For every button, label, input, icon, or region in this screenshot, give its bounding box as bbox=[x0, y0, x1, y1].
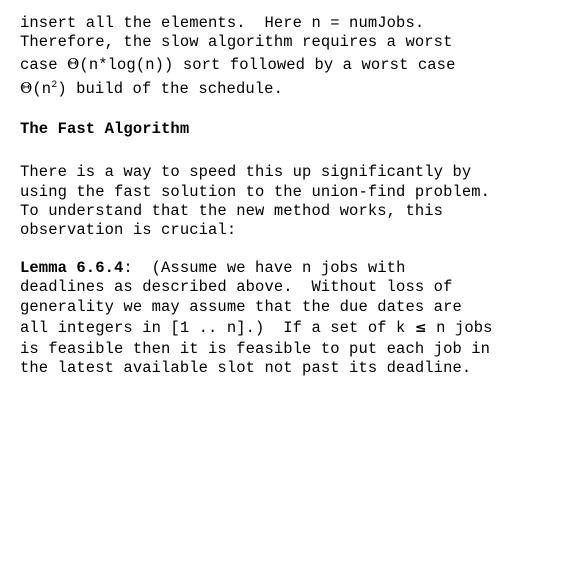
text-fragment: n jobs bbox=[426, 319, 493, 338]
text-fragment: case bbox=[20, 55, 68, 74]
text-line: Therefore, the slow algorithm requires a worst bbox=[20, 33, 453, 52]
text-line: using the fast solution to the union-find problem. bbox=[20, 182, 491, 201]
section-heading: The Fast Algorithm bbox=[20, 119, 190, 138]
theta-symbol: Θ bbox=[20, 78, 33, 97]
text-fragment: : (Assume we have n jobs with bbox=[123, 258, 406, 277]
text-line: observation is crucial: bbox=[20, 221, 237, 240]
lemma-label: Lemma 6.6.4 bbox=[20, 258, 124, 277]
text-fragment: (n bbox=[32, 79, 52, 98]
document-page bbox=[20, 14, 572, 379]
theta-symbol: Θ bbox=[67, 54, 80, 73]
text-line bbox=[20, 317, 572, 340]
text-line: To understand that the new method works, this bbox=[20, 202, 444, 221]
paragraph-slow-algorithm-cost bbox=[20, 14, 572, 101]
text-line: There is a way to speed this up significantly by bbox=[20, 163, 472, 182]
text-line: deadlines as described above. Without loss of bbox=[20, 278, 453, 297]
text-line: is feasible then it is feasible to put each job in bbox=[20, 340, 491, 359]
paragraph-gap bbox=[20, 241, 572, 259]
text-line bbox=[20, 53, 572, 77]
paragraph-gap bbox=[20, 139, 572, 163]
text-fragment: all integers in [1 .. n].) If a set of k bbox=[20, 319, 415, 338]
text-fragment: ) build of the schedule. bbox=[57, 79, 283, 98]
text-line bbox=[20, 259, 572, 278]
text-fragment: (n*log(n)) sort followed by a worst case bbox=[79, 55, 456, 74]
lemma-block bbox=[20, 259, 572, 379]
text-line: generality we may assume that the due dates are bbox=[20, 297, 462, 316]
exponent: 2 bbox=[51, 79, 58, 91]
text-line: insert all the elements. Here n = numJobs. bbox=[20, 14, 425, 32]
leq-symbol: ≤ bbox=[414, 320, 427, 337]
text-line: the latest available slot not past its deadline. bbox=[20, 359, 472, 378]
text-line bbox=[20, 77, 572, 101]
paragraph-gap bbox=[20, 101, 572, 120]
paragraph-union-find bbox=[20, 163, 572, 241]
